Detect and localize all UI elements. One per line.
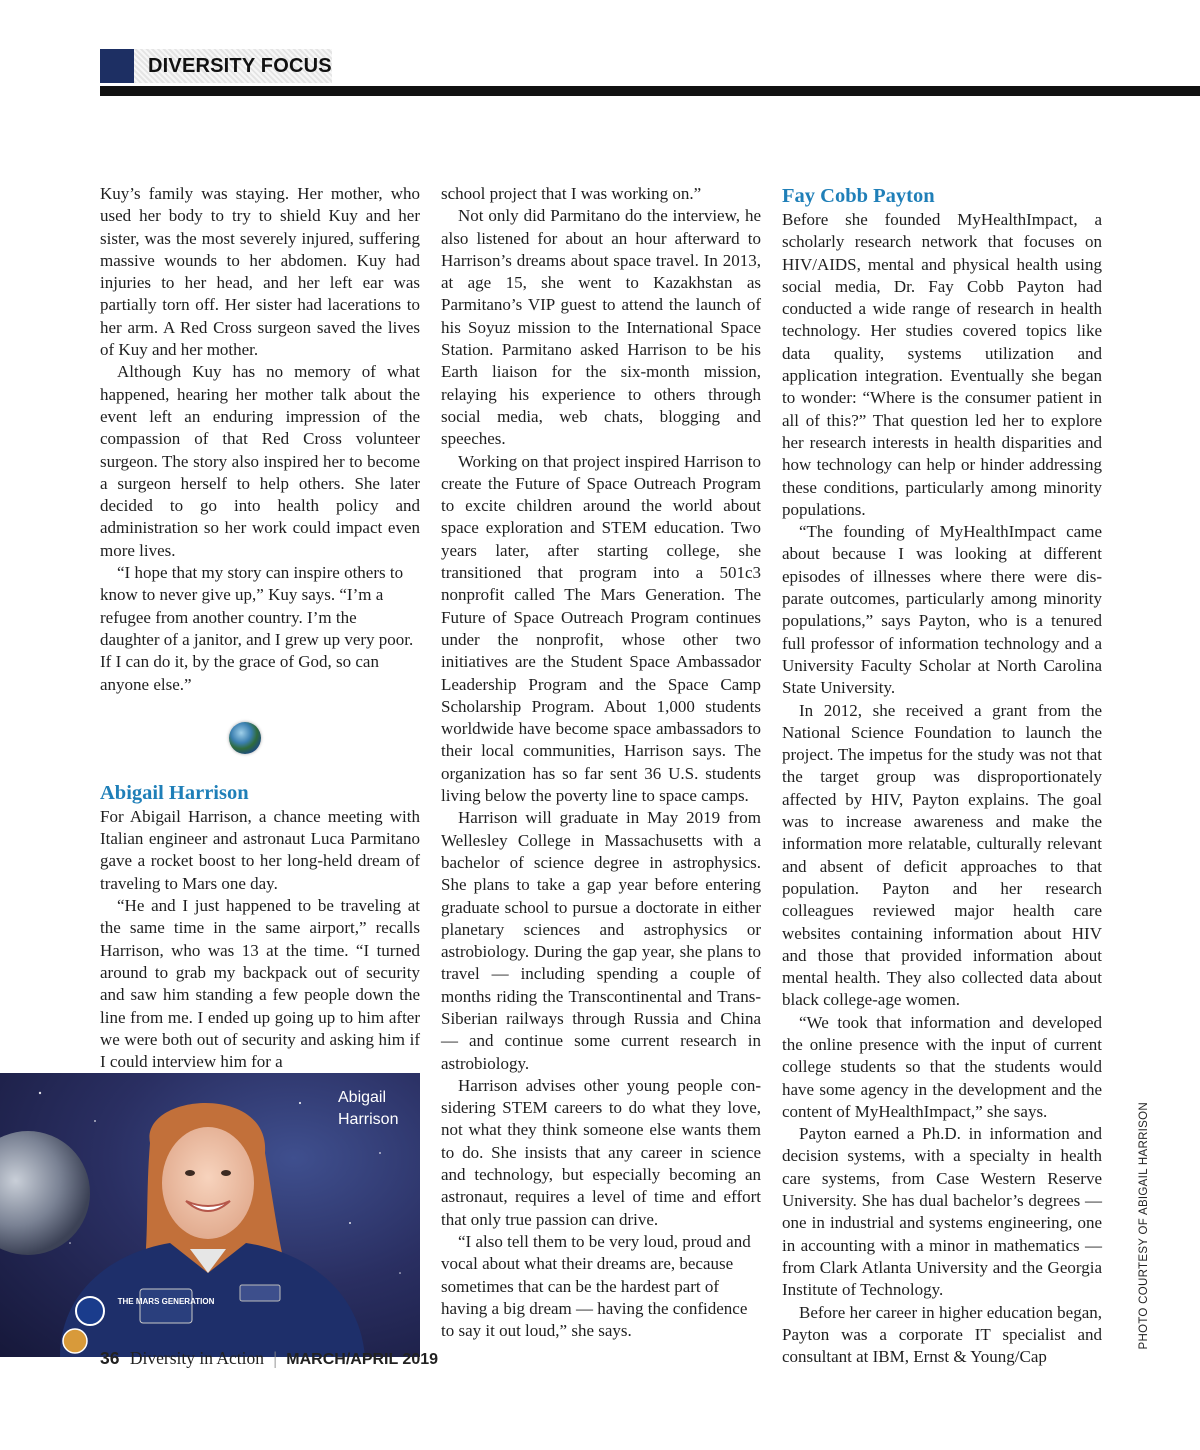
- body-paragraph: Not only did Parmitano do the interview, he also listened for about an hour afterward to Harrison’s dreams about space travel. In 2013, at age 15, she went to Kazakhstan as Parmitano’s VIP guest to attend the launch of his Soyuz mission to the International Space Station. Parmitano asked Harrison to be his Earth liaison for the six-month mission, relaying his experience to others through social media, web chats, blogging and speeches.: [441, 206, 761, 449]
- body-paragraph: “I also tell them to be very loud, proud and vocal about what their dreams are, because sometimes that can be the hardest part of having a big dream — having the confidence to say it out loud,” she says.: [441, 1231, 751, 1341]
- section-heading-fay-cobb-payton: Fay Cobb Payton: [782, 185, 935, 207]
- body-paragraph: For Abigail Harrison, a chance meeting with Italian engineer and astronaut Luca Parmitano gave a rocket boost to her long-held dream of traveling to Mars one day.: [100, 806, 420, 893]
- body-paragraph: Harrison advises other young people considering STEM careers to do what they love, not what they think someone else wants them to do. She insists that any career in science and technology, but especially becoming an astronaut, requires a level of time and effort that only true passion can drive.: [441, 1075, 761, 1229]
- body-paragraph: Payton earned a Ph.D. in information and decision systems, with a specialty in health care systems, from Case Western Reserve University. She has dual bachelor’s degrees — one in industrial and systems engineering, one in accounting with a minor in mathematics — from Clark Atlanta University and the Georgia Institute of Technology.: [782, 1124, 1102, 1300]
- magazine-title: Diversity in Action: [129, 1348, 264, 1368]
- body-paragraph: “He and I just happened to be traveling at the same time in the same airport,” recalls Harrison, who was 13 at the time. “I turned around to grab my backpack out of security and saw him standing a few people down the line from me. I ended up going up to him after we were both out of security and asking him if I could interview him for a: [100, 896, 420, 1072]
- body-paragraph: In 2012, she received a grant from the National Science Foundation to launch the project. The impetus for the study was not that the target group was disproportionately affected by HIV, Payton explains. The goal was to increase awareness and make the information more relatable, culturally relevant and absent of deficit approaches to that population. Payton and her research colleagues reviewed major health care websites containing information about HIV and those that provided information about mental health. They also collected data about black college-age women.: [782, 700, 1102, 1010]
- page-footer: [100, 1347, 438, 1371]
- body-paragraph: Kuy’s family was staying. Her mother, who used her body to try to shield Kuy and her sister, was the most severely injured, suffering massive wounds to her abdomen. Kuy had injuries to her head, and her left ear was partially torn off. Her sister had lacerations to her arm. A Red Cross surgeon saved the lives of Kuy and her mother.: [100, 184, 420, 360]
- body-paragraph: Harrison will graduate in May 2019 from Wellesley College in Massachusetts with a bachelor of science degree in astrophysics. She plans to take a gap year before entering graduate school to pursue a doctorate in either planetary sciences and astrophysics or astrobiology. During the gap year, she plans to travel — including spending a couple of months riding the Transcontinental and Trans-Siberian railways through Russia and China — and continue some current research in astrobiology.: [441, 808, 761, 1073]
- body-paragraph: Working on that project inspired Harrison to create the Future of Space Outreach Program to excite children around the world about space exploration and STEM education. Two years later, after starting college, she transitioned that program into a 501c3 nonprofit called The Mars Generation. The Future of Space Outreach Program continues under the nonprofit, whose other two initiatives are the Student Space Ambassador Leadership Program and the Space Camp Scholarship Program. About 1,000 students worldwide have become space ambassadors to their local communities, Harrison says. The organization has so far sent 36 U.S. students living below the poverty line to space camps.: [441, 451, 761, 806]
- body-paragraph: “We took that information and developed the online presence with the input of current college students so that the students would have some agency in the development and the content of MyHealthImpact,” she says.: [782, 1012, 1102, 1121]
- body-paragraph: Although Kuy has no memory of what happened, hearing her mother talk about the event left an enduring impression of the compassion of that Red Cross volunteer surgeon. The story also inspired her to become a surgeon herself to help others. She later decided to go into health policy and administration so her work could impact even more lives.: [100, 362, 420, 560]
- body-paragraph: Before her career in higher education began, Payton was a corporate IT specialist and consultant at IBM, Ernst & Young/Cap: [782, 1302, 1102, 1367]
- photo-credit-text: PHOTO COURTESY OF ABIGAIL HARRISON: [1138, 1102, 1150, 1350]
- header-rule: [100, 86, 1200, 96]
- section-divider: [100, 696, 420, 780]
- globe-icon: [229, 722, 261, 754]
- issue-date: MARCH/APRIL 2019: [286, 1351, 439, 1368]
- body-paragraph: school project that I was working on.”: [441, 184, 702, 203]
- section-heading-abigail-harrison: Abigail Harrison: [100, 781, 249, 804]
- body-paragraph: “I hope that my story can inspire others to know to never give up,” Kuy says. “I’m a refugee from another country. I’m the daughter of a janitor, and I grew up very poor. If I can do it, by the grace of God, so can anyone else.”: [100, 563, 414, 694]
- section-label: DIVERSITY FOCUS: [134, 49, 332, 83]
- portrait-photo: [0, 1073, 420, 1357]
- column-1: [100, 183, 420, 1073]
- body-paragraph: Before she founded MyHealthImpact, a scholarly research network that focuses on HIV/AIDS, mental and physical health using social media, Dr. Fay Cobb Payton had conducted a wide range of research in health technology. Her studies covered topics like data quality, systems utilization and application integration. Eventually she began to wonder: “Where is the consumer patient in all of this?” That question led her to explore her research interests in health disparities and how technology can help or hinder addressing these conditions, particularly among minority populations.: [782, 210, 1102, 519]
- column-3: [782, 183, 1102, 1368]
- page-number: 36: [100, 1348, 120, 1368]
- suit-patch-text: THE MARS GENERATION: [117, 1297, 215, 1306]
- footer-separator: |: [273, 1348, 277, 1368]
- column-2: [441, 183, 761, 1342]
- body-paragraph: “The founding of MyHealthImpact came about because I was looking at different episodes of illnesses where there were disparate outcomes, particularly among minority populations,” says Payton, who is a tenured full professor of information technology and a University Faculty Scholar at North Carolina State University.: [782, 522, 1102, 698]
- photo-caption: Abigail Harrison: [338, 1089, 399, 1128]
- section-marker: [100, 49, 134, 83]
